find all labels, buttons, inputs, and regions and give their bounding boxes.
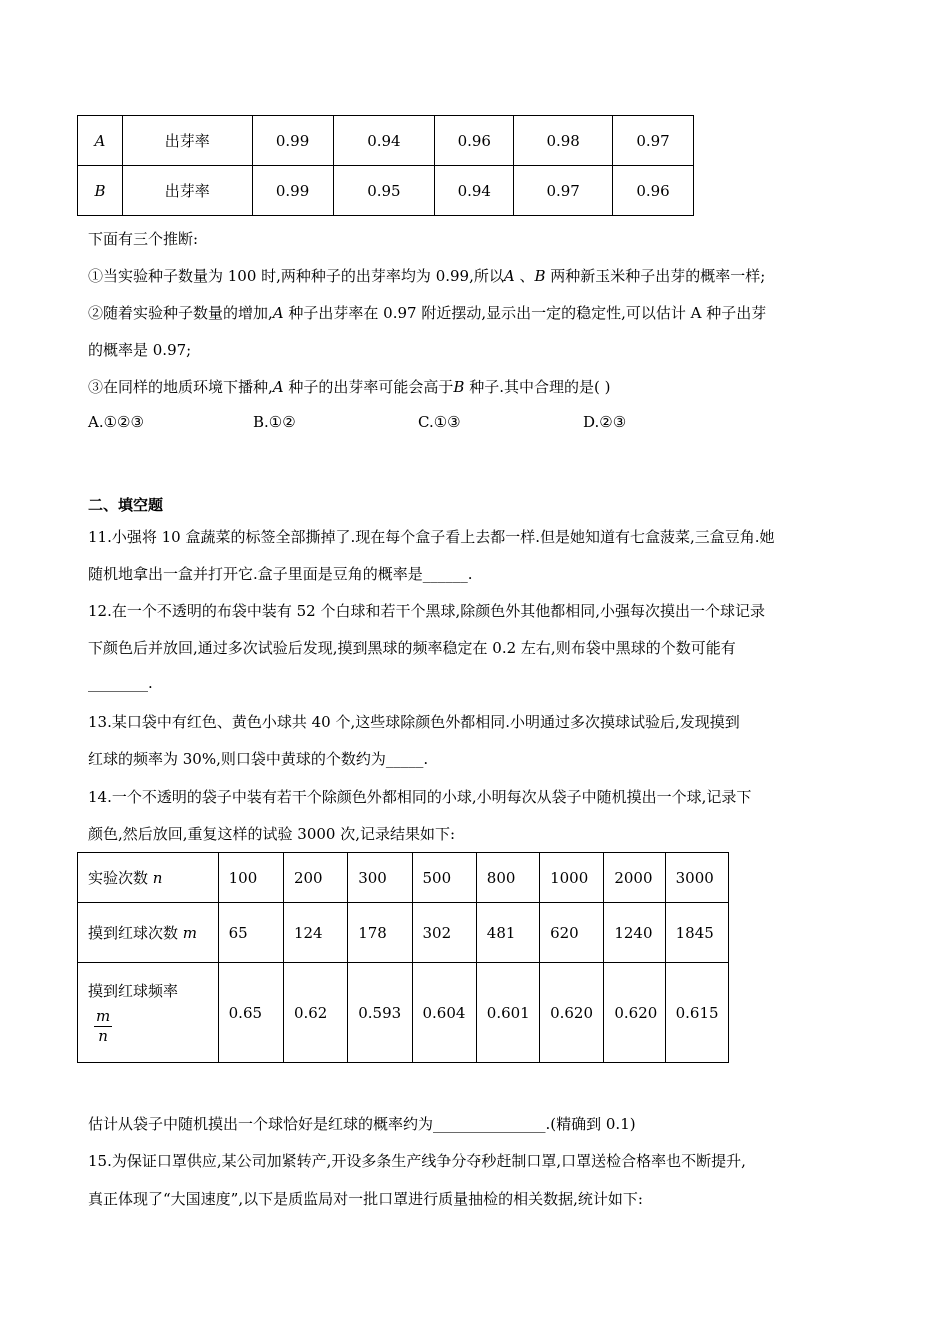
q11-line-2: 随机地拿出一盒并打开它.盒子里面是豆角的概率是______. <box>88 565 473 583</box>
table-cell: 178 <box>348 903 412 963</box>
table-cell: 1240 <box>604 903 665 963</box>
option-c[interactable]: C.①③ <box>418 413 461 431</box>
table-row <box>78 116 694 166</box>
section-title: 二、填空题 <box>88 496 164 514</box>
q10-statement-2-cont: 的概率是 0.97; <box>88 341 192 359</box>
table-cell: 0.99 <box>252 116 333 166</box>
table-cell: 200 <box>283 853 347 903</box>
table-cell: 0.96 <box>435 116 514 166</box>
q11-line-1: 11.小强将 10 盒蔬菜的标签全部撕掉了.现在每个盒子看上去都一样.但是她知道有七盒菠菜,三盒豆角.她 <box>88 528 775 546</box>
q14-line-2: 颜色,然后放回,重复这样的试验 3000 次,记录结果如下: <box>88 825 456 843</box>
option-d[interactable]: D.②③ <box>583 413 627 431</box>
table-cell: 0.604 <box>412 963 476 1063</box>
table-cell: 0.620 <box>604 963 665 1063</box>
row-label: 实验次数 n <box>78 853 219 903</box>
q13-line-2: 红球的频率为 30%,则口袋中黄球的个数约为_____. <box>88 750 429 768</box>
table-cell: 65 <box>218 903 283 963</box>
table-cell: 0.62 <box>283 963 347 1063</box>
table-cell: 302 <box>412 903 476 963</box>
q10-statement-1: ①当实验种子数量为 100 时,两种种子的出芽率均为 0.99,所以A 、B 两种新玉米种子出芽的概率一样; <box>88 267 766 285</box>
q15-line-2: 真正体现了“大国速度”,以下是质监局对一批口罩进行质量抽检的相关数据,统计如下: <box>88 1190 643 1208</box>
table-cell: 0.99 <box>252 166 333 216</box>
table-cell: 800 <box>476 853 539 903</box>
seed-germination-table <box>77 115 694 216</box>
table-cell: 1845 <box>665 903 728 963</box>
q13-line-1: 13.某口袋中有红色、黄色小球共 40 个,这些球除颜色外都相同.小明通过多次摸球试验后,发现摸到 <box>88 713 740 731</box>
q10-statement-3: ③在同样的地质环境下播种,A 种子的出芽率可能会高于B 种子.其中合理的是( ) <box>88 378 611 396</box>
ball-experiment-table <box>77 852 729 1063</box>
table-cell: 0.95 <box>333 166 435 216</box>
table-cell: 620 <box>540 903 604 963</box>
row-label: 摸到红球次数 m <box>78 903 219 963</box>
table-cell: 1000 <box>540 853 604 903</box>
q12-line-3: ________. <box>88 674 153 692</box>
row-label: 摸到红球频率 $\frac{m}{n}$ <box>78 963 219 1063</box>
table-row <box>78 903 729 963</box>
q15-line-1: 15.为保证口罩供应,某公司加紧转产,开设多条生产线争分夺秒赶制口罩,口罩送检合格率也不断提升, <box>88 1152 746 1170</box>
row-metric: 出芽率 <box>122 116 252 166</box>
table-cell: 0.65 <box>218 963 283 1063</box>
table-cell: 0.96 <box>613 166 694 216</box>
table-cell: 300 <box>348 853 412 903</box>
table-row <box>78 166 694 216</box>
table-cell: 481 <box>476 903 539 963</box>
table-cell: 0.601 <box>476 963 539 1063</box>
row-metric: 出芽率 <box>122 166 252 216</box>
table-cell: 0.593 <box>348 963 412 1063</box>
table-cell: 124 <box>283 903 347 963</box>
table-cell: 0.615 <box>665 963 728 1063</box>
table-cell: 0.94 <box>435 166 514 216</box>
table-cell: 500 <box>412 853 476 903</box>
table-cell: 0.98 <box>514 116 613 166</box>
table-cell: 0.94 <box>333 116 435 166</box>
table-cell: 100 <box>218 853 283 903</box>
q10-statement-2: ②随着实验种子数量的增加,A 种子出芽率在 0.97 附近摆动,显示出一定的稳定性,可以估计 A 种子出芽 <box>88 304 767 322</box>
table-cell: 0.97 <box>514 166 613 216</box>
q12-line-2: 下颜色后并放回,通过多次试验后发现,摸到黑球的频率稳定在 0.2 左右,则布袋中黑球的个数可能有 <box>88 639 736 657</box>
row-label: B <box>78 166 123 216</box>
row-label: A <box>78 116 123 166</box>
q12-line-1: 12.在一个不透明的布袋中装有 52 个白球和若干个黑球,除颜色外其他都相同,小强每次摸出一个球记录 <box>88 602 766 620</box>
option-a[interactable]: A.①②③ <box>88 413 144 431</box>
q14-line-1: 14.一个不透明的袋子中装有若干个除颜色外都相同的小球,小明每次从袋子中随机摸出一个球,记录下 <box>88 788 752 806</box>
table-cell: 2000 <box>604 853 665 903</box>
table-row <box>78 853 729 903</box>
table-row <box>78 963 729 1063</box>
option-b[interactable]: B.①② <box>253 413 296 431</box>
q14-answer-line: 估计从袋子中随机摸出一个球恰好是红球的概率约为_______________.(精确到 0.1) <box>88 1115 636 1133</box>
table-cell: 3000 <box>665 853 728 903</box>
fraction-m-over-n: $\frac{m}{n}$ <box>96 1006 111 1045</box>
table-cell: 0.620 <box>540 963 604 1063</box>
table-cell: 0.97 <box>613 116 694 166</box>
q10-intro: 下面有三个推断: <box>88 230 199 248</box>
